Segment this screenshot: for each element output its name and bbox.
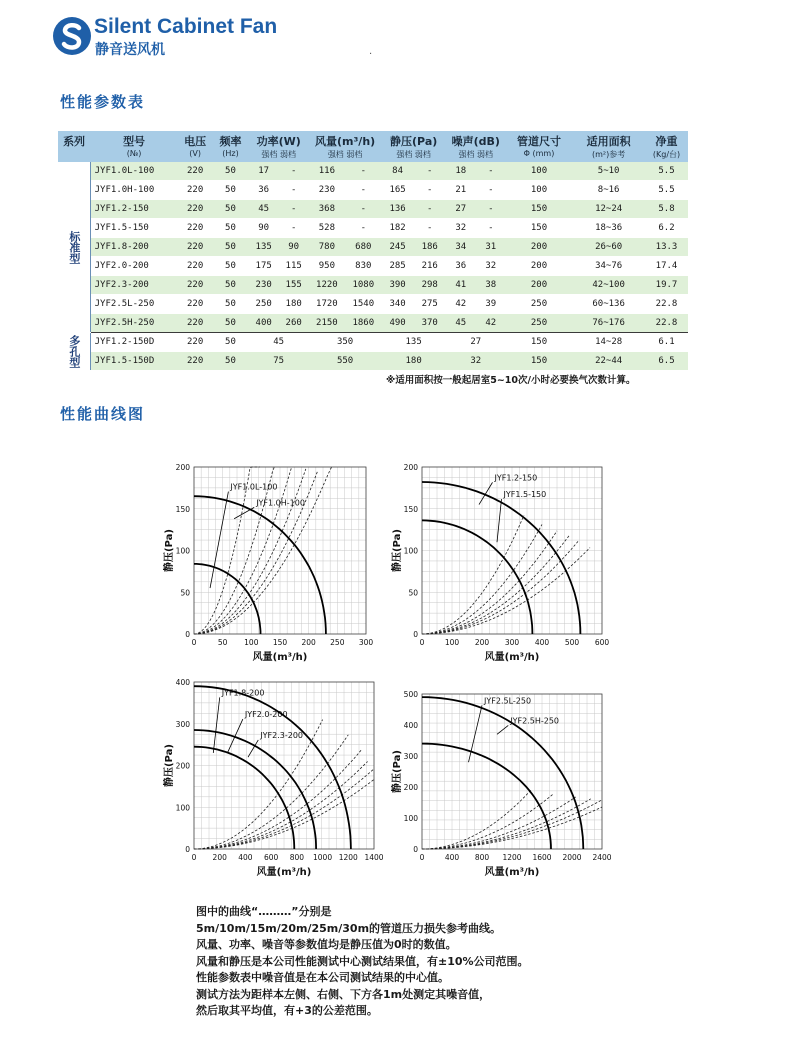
y-tick-label: 100: [403, 814, 418, 823]
table-cell: 200: [506, 238, 572, 257]
fan-curve-line: [422, 744, 551, 849]
y-tick-label: 200: [403, 463, 418, 472]
table-cell: 115: [279, 257, 309, 276]
table-cell: 45: [249, 333, 309, 352]
table-cell: 400: [249, 314, 279, 333]
x-axis-label: 风量(m³/h): [484, 652, 540, 663]
table-cell: 350: [309, 333, 382, 352]
note-line: 图中的曲线“………”分别是: [196, 905, 332, 918]
table-cell: 1220: [309, 276, 345, 295]
table-cell: 150: [506, 219, 572, 238]
table-row: [58, 257, 688, 276]
model-cell: JYF2.5H-250: [90, 314, 178, 333]
table-cell: 155: [279, 276, 309, 295]
table-cell: -: [279, 162, 309, 181]
table-row: [58, 238, 688, 257]
y-tick-label: 200: [403, 783, 418, 792]
fan-curve-line: [422, 697, 583, 849]
model-cell: JYF2.0-200: [90, 257, 178, 276]
table-footnote: ※适用面积按一般起居室5~10次/小时必要换气次数计算。: [386, 375, 636, 386]
table-cell: 182: [382, 219, 414, 238]
curve-chart-1: [158, 459, 373, 669]
subheader-power: 强档 弱档: [249, 149, 309, 162]
table-cell: 340: [382, 295, 414, 314]
brand-name-cn: 静音送风机: [95, 42, 165, 58]
table-cell: 275: [414, 295, 446, 314]
x-axis-label: 风量(m³/h): [484, 867, 540, 878]
table-cell: 90: [279, 238, 309, 257]
brand-name-en: Silent Cabinet Fan: [94, 15, 278, 38]
table-cell: 50: [212, 352, 248, 371]
table-cell: -: [345, 181, 381, 200]
section-title-curves: 性能曲线图: [60, 405, 146, 423]
y-tick-label: 300: [403, 752, 418, 761]
table-cell: 5.5: [645, 181, 688, 200]
table-cell: 150: [506, 333, 572, 352]
y-tick-label: 0: [413, 630, 418, 639]
model-cell: JYF2.5L-250: [90, 295, 178, 314]
table-cell: 1540: [345, 295, 381, 314]
table-cell: 680: [345, 238, 381, 257]
y-tick-label: 0: [413, 845, 418, 854]
table-row: [58, 162, 688, 181]
duct-loss-curve: [194, 762, 368, 850]
duct-loss-curve: [194, 750, 361, 849]
table-cell: 22~44: [572, 352, 645, 371]
table-cell: 50: [212, 162, 248, 181]
table-cell: -: [345, 162, 381, 181]
table-cell: 150: [506, 352, 572, 371]
model-cell: JYF1.5-150D: [90, 352, 178, 371]
x-tick-label: 2000: [562, 853, 582, 862]
y-tick-label: 0: [185, 845, 190, 854]
subheader-pressure: 强档 弱档: [382, 149, 446, 162]
col-header-model: 型号: [90, 131, 178, 149]
table-cell: 32: [446, 219, 476, 238]
table-cell: 22.8: [645, 314, 688, 333]
table-cell: 50: [212, 295, 248, 314]
table-cell: 250: [506, 295, 572, 314]
y-tick-label: 300: [175, 719, 190, 729]
x-tick-label: 200: [212, 853, 227, 862]
x-tick-label: 0: [419, 638, 425, 647]
table-cell: 42: [476, 314, 506, 333]
table-cell: 13.3: [645, 238, 688, 257]
note-line: 然后取其平均值，有+3的公差范围。: [196, 1004, 378, 1017]
table-row: [58, 333, 688, 352]
table-cell: -: [414, 200, 446, 219]
note-line: 风量、功率、噪音等参数值均是静压值为0时的数值。: [196, 938, 457, 951]
subheader-airflow: 强档 弱档: [309, 149, 382, 162]
table-cell: 45: [249, 200, 279, 219]
table-cell: 8~16: [572, 181, 645, 200]
x-axis-label: 风量(m³/h): [252, 652, 308, 663]
table-cell: 27: [446, 333, 506, 352]
table-cell: 32: [476, 257, 506, 276]
table-cell: -: [279, 200, 309, 219]
x-tick-label: 800: [289, 853, 305, 862]
table-cell: 42: [446, 295, 476, 314]
subheader-area: (m²)参考: [572, 149, 645, 162]
table-cell: 5.5: [645, 162, 688, 181]
note-line: 风量和静压是本公司性能测试中心测试结果值，有±10%公司范围。: [196, 954, 529, 968]
table-cell: 490: [382, 314, 414, 333]
table-cell: -: [279, 219, 309, 238]
model-cell: JYF1.8-200: [90, 238, 178, 257]
y-tick-label: 100: [175, 803, 190, 813]
table-cell: -: [476, 181, 506, 200]
table-row: [58, 352, 688, 371]
curve-chart-4: [388, 686, 618, 886]
table-cell: -: [279, 181, 309, 200]
x-tick-label: 300: [358, 638, 373, 647]
duct-loss-curve: [194, 720, 323, 849]
series-label-multi: 多孔型: [58, 333, 90, 371]
curve-chart-3: [158, 674, 388, 884]
table-cell: 175: [249, 257, 279, 276]
table-cell: 550: [309, 352, 382, 371]
col-header-series: 系列: [58, 131, 90, 149]
table-cell: 220: [178, 333, 212, 352]
table-cell: 50: [212, 200, 248, 219]
table-cell: 216: [414, 257, 446, 276]
table-cell: 42~100: [572, 276, 645, 295]
table-row: [58, 276, 688, 295]
x-tick-label: 800: [474, 853, 490, 862]
x-tick-label: 200: [474, 638, 490, 647]
model-cell: JYF1.2-150: [90, 200, 178, 219]
table-cell: 135: [382, 333, 446, 352]
x-tick-label: 400: [238, 853, 253, 862]
col-header-area: 适用面积: [572, 131, 645, 149]
table-cell: 780: [309, 238, 345, 257]
col-header-weight: 净重: [645, 131, 688, 149]
table-cell: 368: [309, 200, 345, 219]
table-cell: 50: [212, 238, 248, 257]
x-tick-label: 600: [263, 853, 279, 862]
table-cell: 220: [178, 181, 212, 200]
x-tick-label: 1000: [313, 853, 333, 862]
table-cell: 200: [506, 276, 572, 295]
table-cell: 32: [446, 352, 506, 371]
y-axis-label: 静压(Pa): [164, 744, 175, 787]
series-label: JYF2.3-200: [260, 730, 304, 740]
note-line: 测试方法为距样本左侧、右侧、下方各1m处测定其噪音值，: [196, 987, 491, 1001]
x-tick-label: 150: [272, 638, 288, 647]
table-cell: 220: [178, 257, 212, 276]
x-tick-label: 0: [191, 638, 197, 647]
table-cell: 14~28: [572, 333, 645, 352]
table-cell: 116: [309, 162, 345, 181]
y-tick-label: 400: [403, 721, 418, 730]
model-cell: JYF2.3-200: [90, 276, 178, 295]
table-cell: 6.1: [645, 333, 688, 352]
table-cell: 390: [382, 276, 414, 295]
table-cell: 180: [279, 295, 309, 314]
table-cell: 39: [476, 295, 506, 314]
table-cell: 76~176: [572, 314, 645, 333]
y-tick-label: 150: [175, 504, 190, 514]
table-cell: 830: [345, 257, 381, 276]
table-cell: 165: [382, 181, 414, 200]
model-cell: JYF1.0L-100: [90, 162, 178, 181]
table-cell: 45: [446, 314, 476, 333]
x-tick-label: 600: [594, 638, 610, 647]
model-cell: JYF1.2-150D: [90, 333, 178, 352]
table-cell: 36: [249, 181, 279, 200]
table-cell: 220: [178, 295, 212, 314]
table-cell: 34~76: [572, 257, 645, 276]
table-row: [58, 219, 688, 238]
subheader-frequency: (Hz): [212, 149, 248, 162]
note-line: 5m/10m/15m/20m/25m/30m的管道压力损失参考曲线。: [196, 921, 502, 935]
series-label: JYF1.5-150: [503, 490, 547, 500]
table-cell: -: [476, 219, 506, 238]
col-header-voltage: 电压: [178, 131, 212, 149]
y-tick-label: 50: [408, 588, 418, 598]
curve-chart-2: [388, 459, 610, 669]
y-tick-label: 0: [185, 630, 190, 639]
table-cell: 220: [178, 162, 212, 181]
y-tick-label: 500: [403, 690, 418, 699]
table-cell: 22.8: [645, 295, 688, 314]
table-cell: 1860: [345, 314, 381, 333]
series-label: JYF2.0-200: [244, 710, 288, 720]
series-label: JYF1.0H-100: [256, 498, 305, 508]
table-cell: 5~10: [572, 162, 645, 181]
table-cell: 17.4: [645, 257, 688, 276]
x-tick-label: 400: [444, 853, 460, 862]
subheader-noise: 强档 弱档: [446, 149, 506, 162]
series-label: JYF1.0L-100: [230, 482, 278, 492]
table-cell: 230: [249, 276, 279, 295]
table-cell: -: [414, 181, 446, 200]
table-cell: 34: [446, 238, 476, 257]
x-axis-label: 风量(m³/h): [256, 867, 312, 878]
table-cell: 220: [178, 352, 212, 371]
table-cell: 528: [309, 219, 345, 238]
col-header-airflow: 风量(m³/h): [309, 131, 382, 149]
y-tick-label: 50: [180, 588, 190, 598]
notes-block: [196, 904, 529, 1020]
y-tick-label: 400: [175, 678, 190, 687]
col-header-noise: 噪声(dB): [446, 131, 506, 149]
x-tick-label: 50: [217, 638, 228, 647]
table-cell: -: [476, 200, 506, 219]
table-cell: 1080: [345, 276, 381, 295]
table-cell: 100: [506, 181, 572, 200]
table-cell: -: [414, 219, 446, 238]
subheader-voltage: (V): [178, 149, 212, 162]
x-tick-label: 0: [419, 853, 425, 862]
fan-curve-line: [422, 520, 532, 634]
table-cell: 100: [506, 162, 572, 181]
duct-loss-curve: [422, 790, 531, 849]
brand-logo-icon: [52, 16, 92, 56]
y-tick-label: 150: [403, 504, 418, 514]
col-header-pressure: 静压(Pa): [382, 131, 446, 149]
col-header-frequency: 频率: [212, 131, 248, 149]
y-tick-label: 100: [403, 546, 418, 556]
col-header-power: 功率(W): [249, 131, 309, 149]
label-leader-line: [210, 492, 228, 589]
table-cell: 5.8: [645, 200, 688, 219]
x-tick-label: 2400: [592, 853, 612, 862]
table-cell: 220: [178, 276, 212, 295]
table-cell: 50: [212, 333, 248, 352]
table-cell: 50: [212, 314, 248, 333]
decor-dot: .: [369, 46, 373, 57]
table-cell: 136: [382, 200, 414, 219]
table-subheader-row: [58, 149, 688, 162]
table-cell: 150: [506, 200, 572, 219]
table-cell: 298: [414, 276, 446, 295]
table-cell: 950: [309, 257, 345, 276]
duct-loss-curve: [422, 799, 591, 849]
table-cell: 180: [382, 352, 446, 371]
table-cell: 50: [212, 276, 248, 295]
table-cell: 6.5: [645, 352, 688, 371]
table-cell: 260: [279, 314, 309, 333]
y-tick-label: 200: [175, 761, 190, 771]
x-tick-label: 0: [191, 853, 197, 862]
table-cell: 26~60: [572, 238, 645, 257]
table-cell: 18: [446, 162, 476, 181]
note-line: 性能参数表中噪音值是在本公司测试结果的中心值。: [196, 971, 449, 984]
series-label: JYF1.8-200: [221, 688, 265, 698]
table-cell: -: [345, 200, 381, 219]
spec-table: [58, 131, 688, 371]
x-tick-label: 300: [504, 638, 520, 647]
table-cell: 38: [476, 276, 506, 295]
y-tick-label: 200: [175, 463, 190, 472]
table-cell: 17: [249, 162, 279, 181]
y-tick-label: 100: [175, 546, 190, 556]
table-row: [58, 181, 688, 200]
table-row: [58, 200, 688, 219]
table-cell: 36: [446, 257, 476, 276]
table-cell: 285: [382, 257, 414, 276]
table-cell: 250: [249, 295, 279, 314]
series-label-standard: 标准型: [58, 162, 90, 333]
model-cell: JYF1.5-150: [90, 219, 178, 238]
table-cell: 84: [382, 162, 414, 181]
table-cell: 230: [309, 181, 345, 200]
table-cell: 50: [212, 257, 248, 276]
model-cell: JYF1.0H-100: [90, 181, 178, 200]
table-cell: 31: [476, 238, 506, 257]
table-cell: 245: [382, 238, 414, 257]
table-cell: 18~36: [572, 219, 645, 238]
table-cell: 50: [212, 181, 248, 200]
table-cell: 27: [446, 200, 476, 219]
table-cell: 21: [446, 181, 476, 200]
table-cell: 220: [178, 219, 212, 238]
table-cell: 41: [446, 276, 476, 295]
x-tick-label: 1200: [338, 853, 358, 862]
table-cell: 75: [249, 352, 309, 371]
section-title-table: 性能参数表: [60, 93, 146, 111]
table-cell: 6.2: [645, 219, 688, 238]
table-cell: 12~24: [572, 200, 645, 219]
subheader-weight: (Kg/台): [645, 149, 688, 162]
table-cell: 220: [178, 200, 212, 219]
x-tick-label: 100: [244, 638, 259, 647]
table-cell: -: [414, 162, 446, 181]
series-label: JYF2.5L-250: [484, 696, 532, 706]
table-cell: 220: [178, 238, 212, 257]
table-cell: 370: [414, 314, 446, 333]
col-header-duct: 管道尺寸: [506, 131, 572, 149]
x-tick-label: 1200: [502, 853, 522, 862]
table-cell: 90: [249, 219, 279, 238]
subheader-model: (№): [90, 149, 178, 162]
y-axis-label: 静压(Pa): [392, 750, 403, 793]
table-cell: 135: [249, 238, 279, 257]
x-tick-label: 500: [564, 638, 580, 647]
series-label: JYF1.2-150: [494, 473, 538, 483]
x-tick-label: 200: [301, 638, 316, 647]
table-cell: 250: [506, 314, 572, 333]
y-axis-label: 静压(Pa): [392, 529, 403, 572]
table-cell: 19.7: [645, 276, 688, 295]
table-row: [58, 295, 688, 314]
label-leader-line: [497, 499, 502, 542]
table-cell: 186: [414, 238, 446, 257]
duct-loss-curve: [422, 794, 553, 849]
subheader-series: [58, 149, 90, 162]
y-axis-label: 静压(Pa): [164, 529, 175, 572]
table-cell: 50: [212, 219, 248, 238]
subheader-duct: Φ (mm): [506, 149, 572, 162]
x-tick-label: 400: [534, 638, 550, 647]
table-cell: 200: [506, 257, 572, 276]
x-tick-label: 250: [330, 638, 345, 647]
table-row: [58, 314, 688, 333]
x-tick-label: 1600: [532, 853, 552, 862]
table-cell: -: [345, 219, 381, 238]
table-cell: -: [476, 162, 506, 181]
table-cell: 220: [178, 314, 212, 333]
table-header-row: [58, 131, 688, 149]
x-tick-label: 100: [444, 638, 460, 647]
table-cell: 60~136: [572, 295, 645, 314]
table-cell: 2150: [309, 314, 345, 333]
x-tick-label: 1400: [364, 853, 384, 862]
series-label: JYF2.5H-250: [510, 716, 559, 726]
duct-loss-curve: [422, 541, 578, 634]
table-cell: 1720: [309, 295, 345, 314]
